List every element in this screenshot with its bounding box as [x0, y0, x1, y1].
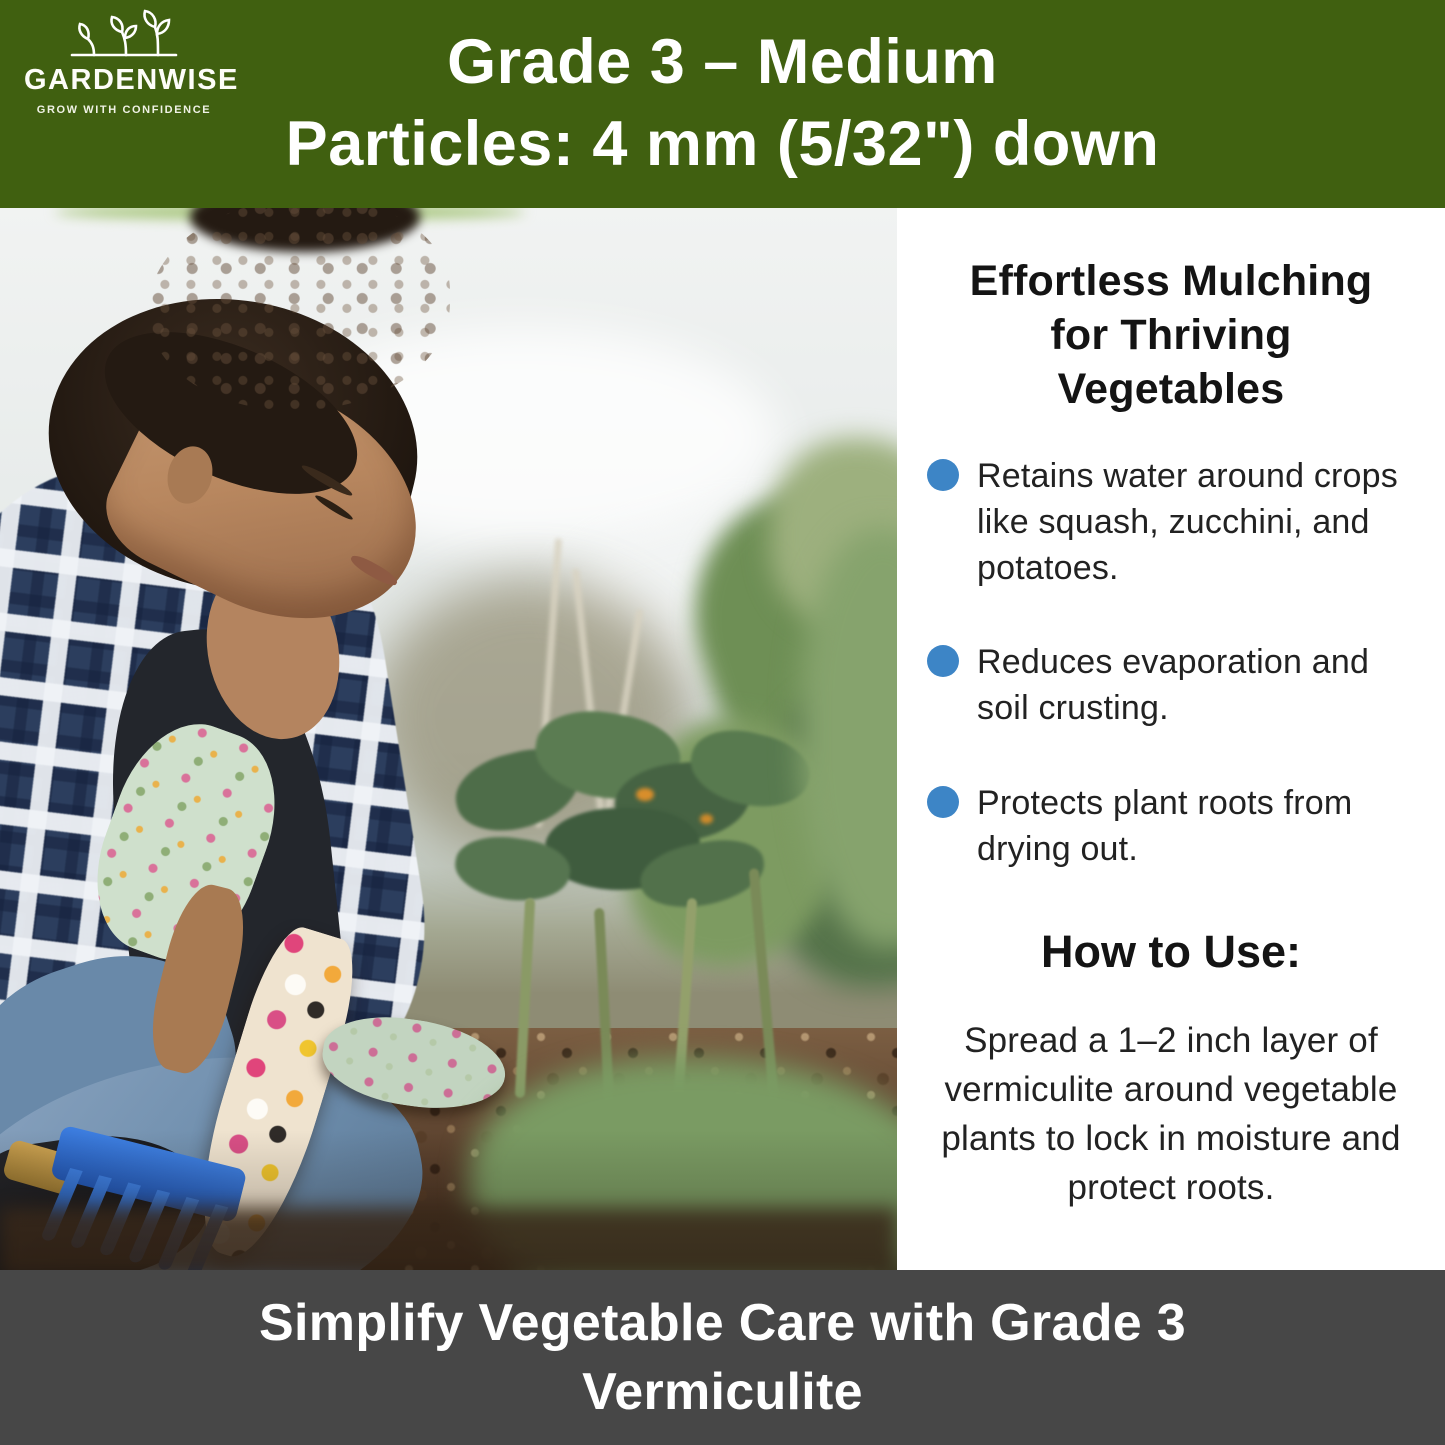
info-panel [897, 208, 1445, 1270]
footer-text: Simplify Vegetable Care with Grade 3 Vermiculite [259, 1293, 1186, 1421]
bullet-dot-icon [927, 786, 959, 818]
bullet-dot-icon [927, 459, 959, 491]
benefit-text: Reduces evaporation and soil crusting. [977, 643, 1370, 728]
brand-tagline: GROW WITH CONFIDENCE [36, 104, 212, 116]
vignette [0, 1130, 897, 1270]
banner-title [0, 22, 1445, 186]
benefit-text: Protects plant roots from drying out. [977, 783, 1353, 868]
banner-title-line2: Particles: 4 mm (5/32") down [285, 108, 1160, 179]
benefits-list [927, 453, 1415, 873]
flower [700, 814, 713, 824]
benefit-item [927, 639, 1415, 731]
bottom-banner [0, 1270, 1445, 1445]
brand-name: GARDENWISE [24, 64, 239, 96]
benefit-item [927, 780, 1415, 872]
benefit-text: Retains water around crops like squash, zucchini, and potatoes. [977, 456, 1398, 587]
top-banner [0, 0, 1445, 208]
flower [636, 788, 654, 801]
how-to-heading: How to Use: [1040, 926, 1301, 978]
panel-heading: Effortless Mulching for Thriving Vegetables [969, 257, 1373, 414]
banner-title-line1: Grade 3 – Medium [447, 27, 998, 97]
benefit-item [927, 453, 1415, 592]
how-to-text: Spread a 1–2 inch layer of vermiculite around vegetable plants to lock in moisture and protect roots. [941, 1021, 1401, 1208]
garden-photo [0, 208, 897, 1270]
bullet-dot-icon [927, 645, 959, 677]
